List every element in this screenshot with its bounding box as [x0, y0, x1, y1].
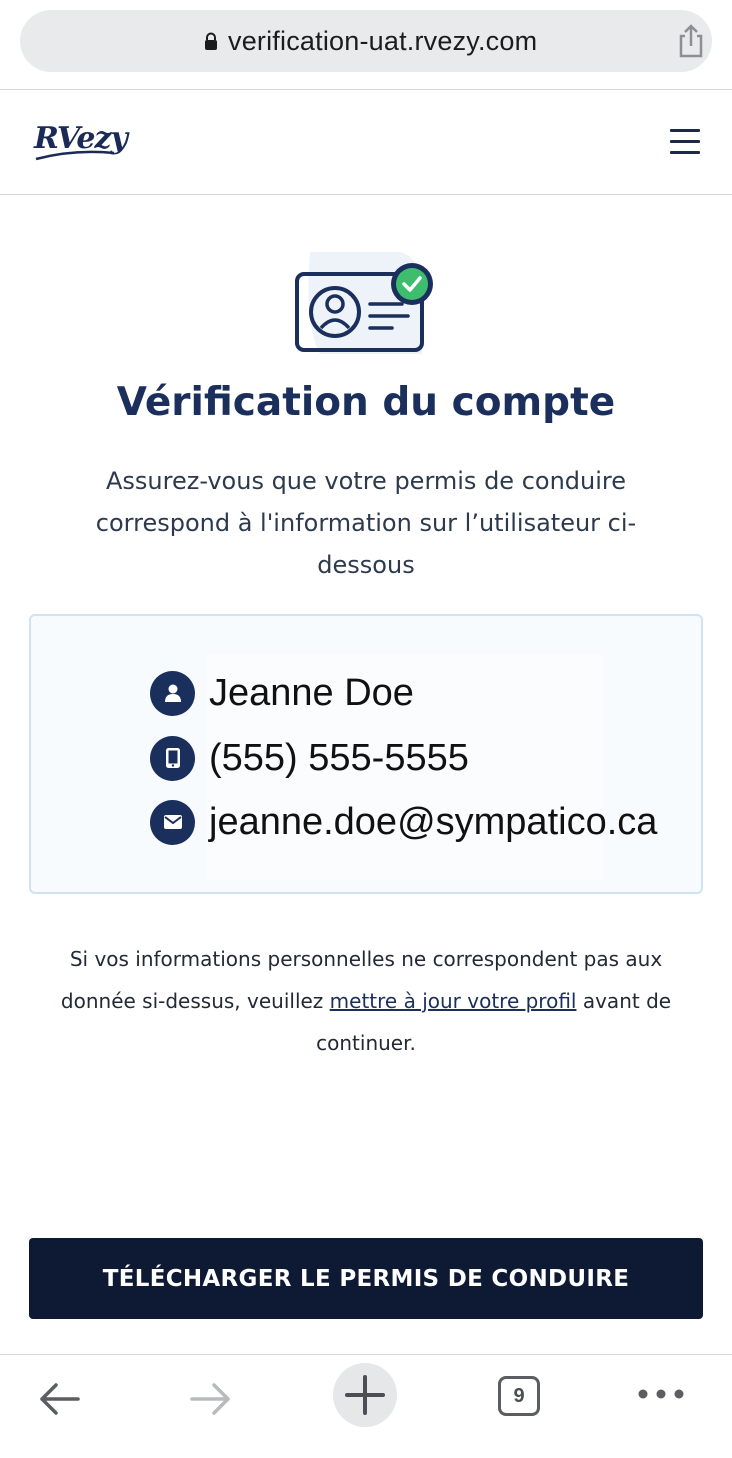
url-text[interactable]: verification-uat.rvezy.com — [228, 26, 538, 56]
notice-text-after: avant de continuer. — [316, 989, 672, 1055]
name-row — [150, 668, 414, 718]
logo-swoosh — [34, 149, 116, 161]
user-name: Jeanne Doe — [209, 671, 414, 714]
user-info-card — [29, 614, 703, 894]
phone-row — [150, 733, 469, 783]
page-subtitle: Assurez-vous que votre permis de conduire correspond à l'information sur l’utilisateur ci-dessous — [95, 467, 637, 579]
site-header — [0, 91, 732, 195]
browser-address-area — [0, 0, 732, 90]
forward-arrow-icon[interactable] — [188, 1367, 234, 1431]
user-email: jeanne.doe@sympatico.ca — [209, 800, 658, 843]
lock-icon — [204, 32, 218, 50]
tabs-icon[interactable]: 9 — [498, 1376, 540, 1416]
hamburger-line — [670, 151, 700, 154]
update-profile-link[interactable]: mettre à jour votre profil — [329, 989, 577, 1013]
mail-icon — [150, 800, 195, 845]
notice-text-before: Si vos informations personnelles ne correspondent pas aux donnée si-dessus, veuillez — [60, 947, 663, 1013]
plus-icon — [333, 1363, 397, 1427]
hamburger-icon[interactable] — [670, 129, 700, 155]
check-icon — [391, 263, 433, 305]
back-arrow-icon[interactable] — [36, 1367, 82, 1431]
hamburger-line — [670, 129, 700, 132]
user-icon — [150, 671, 195, 716]
logo[interactable]: RVezy — [34, 121, 127, 156]
page-title: Vérification du compte — [116, 380, 616, 425]
browser-toolbar — [0, 1354, 732, 1458]
email-row — [150, 797, 657, 847]
address-bar[interactable] — [20, 10, 712, 72]
more-icon[interactable] — [636, 1367, 686, 1431]
id-card-icon — [290, 244, 450, 364]
share-icon[interactable] — [675, 24, 707, 58]
phone-icon — [150, 736, 195, 781]
profile-notice — [40, 938, 692, 1064]
hamburger-line — [670, 140, 700, 143]
new-tab-button[interactable] — [333, 1363, 397, 1427]
user-phone: (555) 555-5555 — [209, 736, 469, 779]
upload-license-button[interactable]: TÉLÉCHARGER LE PERMIS DE CONDUIRE — [29, 1238, 703, 1319]
